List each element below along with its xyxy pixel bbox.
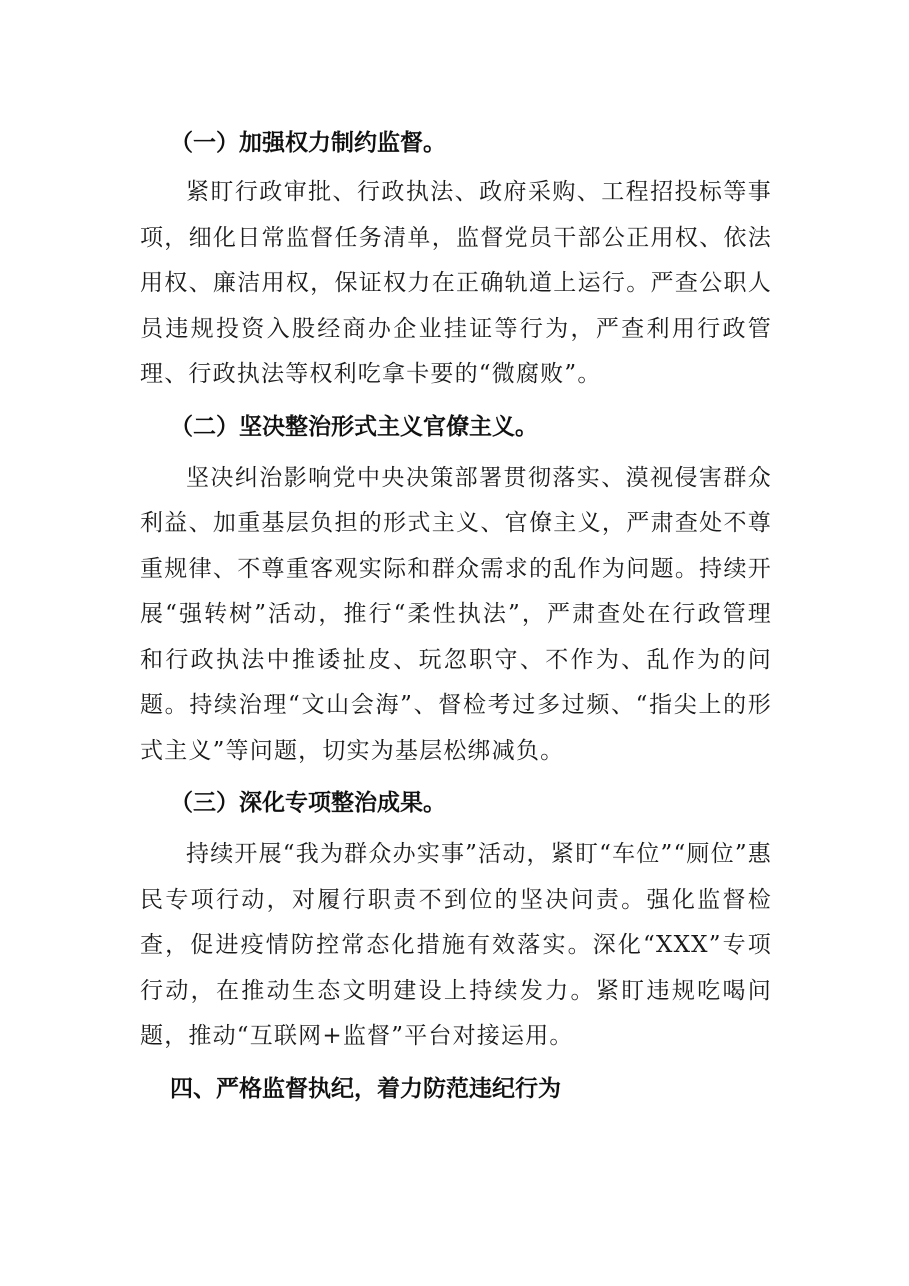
section-heading-3: （三）深化专项整治成果。 — [170, 790, 446, 816]
chapter-heading-4: 四、严格监督执纪，着力防范违纪行为 — [170, 1075, 561, 1102]
section-heading-1: （一）加强权力制约监督。 — [170, 130, 446, 156]
section-paragraph-1: 紧盯行政审批、行政执法、政府采购、工程招投标等事项，细化日常监督任务清单，监督党员干部公正用权、依法用权、廉洁用权，保证权力在正确轨道上运行。严查公职人员违规投资入股经商办企业挂证等行为，严查利用行政管理、行政执法等权利吃拿卡要的“微腐败”。 — [140, 179, 772, 387]
section-paragraph-2: 坚决纠治影响党中央决策部署贯彻落实、漠视侵害群众利益、加重基层负担的形式主义、官僚主义，严肃查处不尊重规律、不尊重客观实际和群众需求的乱作为问题。持续开展“强转树”活动，推行“柔性执法”，严肃查处在行政管理和行政执法中推诿扯皮、玩忽职守、不作为、乱作为的问题。持续治理“文山会海”、督检考过多过频、“指尖上的形式主义”等问题，切实为基层松绑减负。 — [140, 464, 772, 764]
section-heading-2: （二）坚决整治形式主义官僚主义。 — [170, 413, 538, 440]
document-body — [140, 114, 772, 1118]
section-paragraph-3: 持续开展“我为群众办实事”活动，紧盯“车位”“厕位”惠民专项行动，对履行职责不到位的坚决问责。强化监督检查，促进疫情防控常态化措施有效落实。深化“XXX”专项行动，在推动生态文明建设上持续发力。紧盯违规吃喝问题，推动“互联网+监督”平台对接运用。 — [140, 841, 772, 1049]
